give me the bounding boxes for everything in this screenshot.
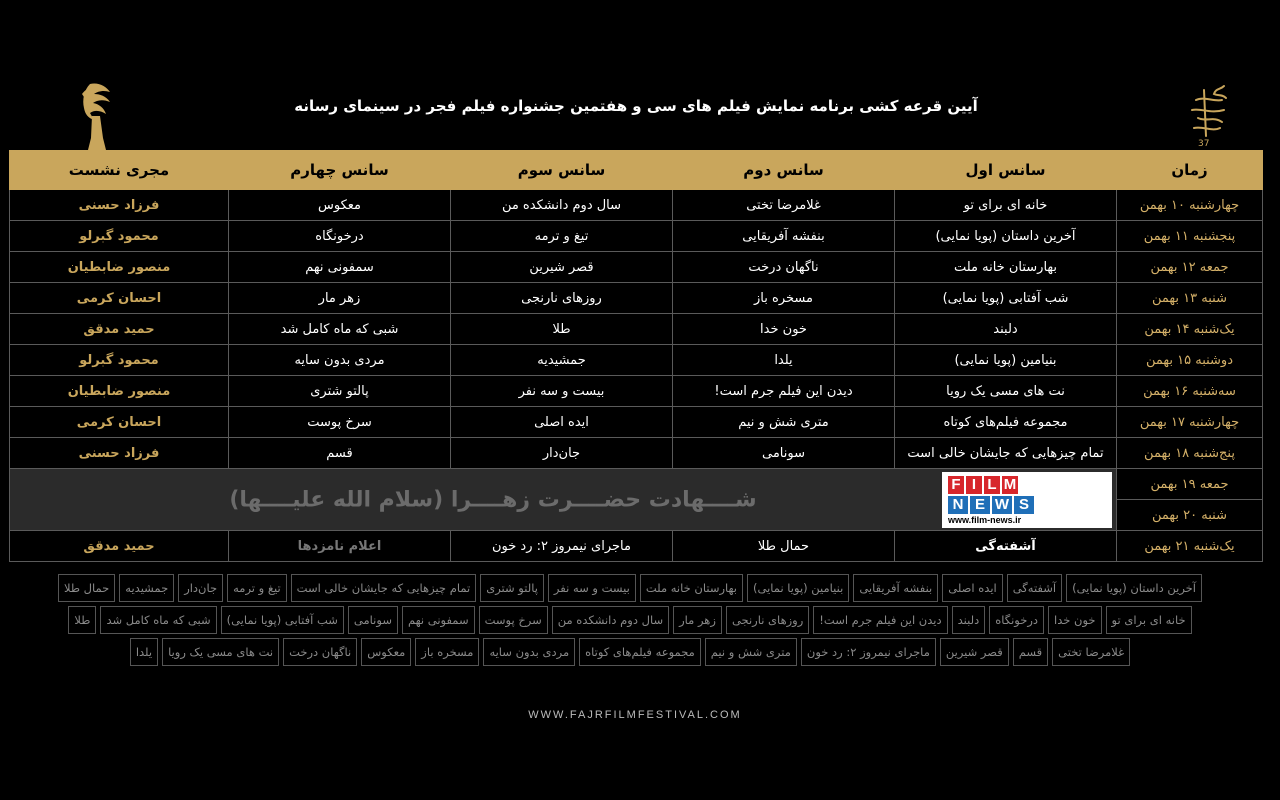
date-cell: یک‌شنبه ۱۴ بهمن bbox=[1117, 314, 1263, 345]
film-tag-list bbox=[30, 572, 1230, 668]
martyrdom-banner bbox=[10, 469, 1117, 531]
film-tag[interactable]: دلبند bbox=[952, 606, 986, 634]
logo-url: www.film-news.ir bbox=[948, 515, 1022, 525]
film-tag[interactable]: بهارستان خانه ملت bbox=[640, 574, 743, 602]
session-2-cell: دیدن این فیلم جرم است! bbox=[673, 376, 895, 407]
host-cell: منصور ضابطیان bbox=[10, 252, 229, 283]
table-row bbox=[10, 190, 1263, 221]
film-tag[interactable]: بنیامین (پویا نمایی) bbox=[747, 574, 849, 602]
header-time: زمان bbox=[1117, 151, 1263, 190]
table-row bbox=[10, 407, 1263, 438]
film-tag[interactable]: جان‌دار bbox=[178, 574, 223, 602]
date-cell: سه‌شنبه ۱۶ بهمن bbox=[1117, 376, 1263, 407]
host-cell: فرزاد حسنی bbox=[10, 190, 229, 221]
session-3-cell: قصر شیرین bbox=[451, 252, 673, 283]
session-4-cell: شبی که ماه کامل شد bbox=[229, 314, 451, 345]
festival-emblem-left bbox=[76, 80, 120, 152]
film-tag[interactable]: بیست و سه نفر bbox=[548, 574, 636, 602]
date-cell: پنجشنبه ۱۱ بهمن bbox=[1117, 221, 1263, 252]
film-tag[interactable]: حمال طلا bbox=[58, 574, 115, 602]
date-cell: شنبه ۱۳ بهمن bbox=[1117, 283, 1263, 314]
film-tag[interactable]: تمام چیزهایی که جایشان خالی است bbox=[291, 574, 477, 602]
film-tag[interactable]: طلا bbox=[68, 606, 96, 634]
date-cell: جمعه ۱۲ بهمن bbox=[1117, 252, 1263, 283]
logo-letter: I bbox=[966, 476, 982, 494]
film-tag[interactable]: یلدا bbox=[130, 638, 158, 666]
session-3-cell: ماجرای نیمروز ۲: رد خون bbox=[451, 531, 673, 562]
banner-text: شــــهادت حضــــرت زهــــرا (سلام الله علیــــها) bbox=[229, 487, 757, 512]
session-1-cell: بنیامین (پویا نمایی) bbox=[895, 345, 1117, 376]
host-cell: حمید مدقق bbox=[10, 531, 229, 562]
session-1-cell: مجموعه فیلم‌های کوتاه bbox=[895, 407, 1117, 438]
session-2-cell: بنفشه آفریقایی bbox=[673, 221, 895, 252]
film-tag[interactable]: خانه ای برای تو bbox=[1106, 606, 1192, 634]
table-row bbox=[10, 531, 1263, 562]
session-4-cell: قسم bbox=[229, 438, 451, 469]
session-1-cell: آشفته‌گی bbox=[895, 531, 1117, 562]
session-2-cell: سونامی bbox=[673, 438, 895, 469]
session-3-cell: روزهای نارنجی bbox=[451, 283, 673, 314]
host-cell: احسان کرمی bbox=[10, 407, 229, 438]
logo-letter: F bbox=[948, 476, 964, 494]
header-session-3: سانس سوم bbox=[451, 151, 673, 190]
host-cell: منصور ضابطیان bbox=[10, 376, 229, 407]
date-cell: شنبه ۲۰ بهمن bbox=[1117, 500, 1263, 531]
session-3-cell: طلا bbox=[451, 314, 673, 345]
film-tag[interactable]: شب آفتابی (پویا نمایی) bbox=[221, 606, 344, 634]
session-4-cell: معکوس bbox=[229, 190, 451, 221]
film-news-logo bbox=[942, 472, 1112, 528]
host-cell: محمود گبرلو bbox=[10, 345, 229, 376]
film-tag[interactable]: پالتو شتری bbox=[480, 574, 544, 602]
table-row bbox=[10, 314, 1263, 345]
schedule-table bbox=[9, 150, 1263, 562]
festival-website: WWW.FAJRFILMFESTIVAL.COM bbox=[528, 709, 742, 721]
session-3-cell: جمشیدیه bbox=[451, 345, 673, 376]
host-cell: حمید مدقق bbox=[10, 314, 229, 345]
logo-letter: M bbox=[1003, 476, 1017, 493]
table-row bbox=[10, 376, 1263, 407]
session-1-cell: آخرین داستان (پویا نمایی) bbox=[895, 221, 1117, 252]
header-session-1: سانس اول bbox=[895, 151, 1117, 190]
film-tag[interactable]: درخونگاه bbox=[989, 606, 1044, 634]
session-2-cell: غلامرضا تختی bbox=[673, 190, 895, 221]
table-row bbox=[10, 469, 1263, 500]
page-title: آیین قرعه کشی برنامه نمایش فیلم های سی و هفتمین جشنواره فیلم فجر در سینمای رسانه bbox=[294, 97, 978, 115]
logo-letter: L bbox=[984, 476, 1000, 494]
film-tag[interactable]: قصر شیرین bbox=[940, 638, 1009, 666]
session-1-cell: دلبند bbox=[895, 314, 1117, 345]
session-2-cell: ناگهان درخت bbox=[673, 252, 895, 283]
session-4-cell: درخونگاه bbox=[229, 221, 451, 252]
session-1-cell: بهارستان خانه ملت bbox=[895, 252, 1117, 283]
table-row bbox=[10, 283, 1263, 314]
date-cell: چهارشنبه ۱۰ بهمن bbox=[1117, 190, 1263, 221]
film-tag[interactable]: آخرین داستان (پویا نمایی) bbox=[1066, 574, 1202, 602]
session-4-cell: مردی بدون سایه bbox=[229, 345, 451, 376]
film-tag[interactable]: مسخره باز bbox=[415, 638, 479, 666]
logo-letter: S bbox=[1014, 496, 1034, 514]
film-tag[interactable]: مجموعه فیلم‌های کوتاه bbox=[579, 638, 701, 666]
table-row bbox=[10, 438, 1263, 469]
film-tag[interactable]: مردی بدون سایه bbox=[483, 638, 575, 666]
film-tag[interactable]: جمشیدیه bbox=[119, 574, 174, 602]
film-tag[interactable]: ماجرای نیمروز ۲: رد خون bbox=[801, 638, 936, 666]
film-tag[interactable]: ناگهان درخت bbox=[283, 638, 357, 666]
session-4-cell: پالتو شتری bbox=[229, 376, 451, 407]
table-row bbox=[10, 221, 1263, 252]
film-tag[interactable]: سونامی bbox=[348, 606, 398, 634]
film-tag[interactable]: خون خدا bbox=[1048, 606, 1102, 634]
film-tag[interactable]: آشفته‌گی bbox=[1007, 574, 1062, 602]
film-tag[interactable]: سرخ پوست bbox=[479, 606, 548, 634]
film-tag[interactable]: قسم bbox=[1013, 638, 1048, 666]
film-tag[interactable]: بنفشه آفریقایی bbox=[853, 574, 938, 602]
film-tag[interactable]: شبی که ماه کامل شد bbox=[100, 606, 216, 634]
film-tag[interactable]: متری شش و نیم bbox=[705, 638, 797, 666]
session-4-cell: سمفونی نهم bbox=[229, 252, 451, 283]
date-cell: جمعه ۱۹ بهمن bbox=[1117, 469, 1263, 500]
logo-letter: N bbox=[948, 496, 968, 514]
date-cell: یک‌شنبه ۲۱ بهمن bbox=[1117, 531, 1263, 562]
session-1-cell: خانه ای برای تو bbox=[895, 190, 1117, 221]
session-1-cell: شب آفتابی (پویا نمایی) bbox=[895, 283, 1117, 314]
host-cell: احسان کرمی bbox=[10, 283, 229, 314]
session-2-cell: خون خدا bbox=[673, 314, 895, 345]
host-cell: فرزاد حسنی bbox=[10, 438, 229, 469]
session-3-cell: جان‌دار bbox=[451, 438, 673, 469]
svg-text:37: 37 bbox=[1198, 139, 1210, 149]
film-tag[interactable]: روزهای نارنجی bbox=[726, 606, 809, 634]
header-host: مجری نشست bbox=[10, 151, 229, 190]
session-1-cell: نت های مسی یک رویا bbox=[895, 376, 1117, 407]
date-cell: پنج‌شنبه ۱۸ بهمن bbox=[1117, 438, 1263, 469]
host-cell: محمود گبرلو bbox=[10, 221, 229, 252]
session-4-cell: سرخ پوست bbox=[229, 407, 451, 438]
session-2-cell: مسخره باز bbox=[673, 283, 895, 314]
table-row bbox=[10, 252, 1263, 283]
session-3-cell: ایده اصلی bbox=[451, 407, 673, 438]
session-3-cell: سال دوم دانشکده من bbox=[451, 190, 673, 221]
session-2-cell: حمال طلا bbox=[673, 531, 895, 562]
festival-logo-right bbox=[1184, 80, 1234, 150]
session-2-cell: متری شش و نیم bbox=[673, 407, 895, 438]
session-4-cell: اعلام نامزدها bbox=[229, 531, 451, 562]
film-tag[interactable]: تیغ و ترمه bbox=[227, 574, 287, 602]
film-tag[interactable]: غلامرضا تختی bbox=[1052, 638, 1130, 666]
film-tag[interactable]: ایده اصلی bbox=[942, 574, 1002, 602]
table-row bbox=[10, 345, 1263, 376]
film-tag[interactable]: سال دوم دانشکده من bbox=[552, 606, 669, 634]
session-3-cell: تیغ و ترمه bbox=[451, 221, 673, 252]
film-tag[interactable]: معکوس bbox=[361, 638, 411, 666]
header-row bbox=[10, 151, 1263, 190]
logo-letter: E bbox=[970, 496, 990, 514]
film-tag[interactable]: زهر مار bbox=[673, 606, 722, 634]
session-4-cell: زهر مار bbox=[229, 283, 451, 314]
film-tag[interactable]: دیدن این فیلم جرم است! bbox=[813, 606, 947, 634]
date-cell: دوشنبه ۱۵ بهمن bbox=[1117, 345, 1263, 376]
session-1-cell: تمام چیزهایی که جایشان خالی است bbox=[895, 438, 1117, 469]
logo-letter: W bbox=[992, 496, 1012, 514]
header-session-2: سانس دوم bbox=[673, 151, 895, 190]
film-tag[interactable]: سمفونی نهم bbox=[402, 606, 475, 634]
date-cell: چهارشنبه ۱۷ بهمن bbox=[1117, 407, 1263, 438]
session-3-cell: بیست و سه نفر bbox=[451, 376, 673, 407]
session-2-cell: یلدا bbox=[673, 345, 895, 376]
header-session-4: سانس چهارم bbox=[229, 151, 451, 190]
film-tag[interactable]: نت های مسی یک رویا bbox=[162, 638, 279, 666]
